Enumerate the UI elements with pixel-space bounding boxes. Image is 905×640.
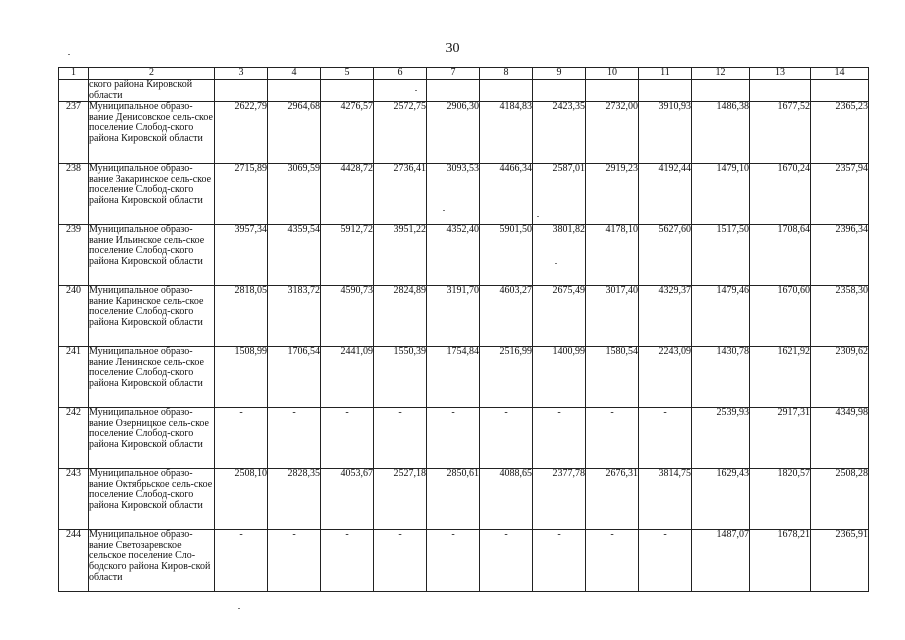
column-header-2: 2 bbox=[89, 68, 215, 80]
scan-speck bbox=[68, 54, 70, 55]
value-cell-col-3: 1508,99 bbox=[215, 347, 268, 408]
column-header-9: 9 bbox=[533, 68, 586, 80]
value-cell-col-11: 3814,75 bbox=[639, 469, 692, 530]
value-cell-col-13: 1820,57 bbox=[750, 469, 811, 530]
value-cell-col-13: 1621,92 bbox=[750, 347, 811, 408]
value-cell-col-3: 2818,05 bbox=[215, 286, 268, 347]
value-cell-col-7: 4352,40 bbox=[427, 225, 480, 286]
value-cell-col-8: 2516,99 bbox=[480, 347, 533, 408]
value-cell-col-4: 4359,54 bbox=[268, 225, 321, 286]
row-number: 242 bbox=[59, 408, 89, 469]
value-cell-col-12 bbox=[692, 80, 750, 102]
scan-speck bbox=[443, 210, 445, 211]
value-cell-col-12: 1487,07 bbox=[692, 530, 750, 592]
column-header-14: 14 bbox=[811, 68, 869, 80]
value-cell-col-11 bbox=[639, 80, 692, 102]
value-cell-col-9: - bbox=[533, 530, 586, 592]
value-cell-col-9: - bbox=[533, 408, 586, 469]
municipality-name: Муниципальное образо-вание Ленинское сель-ское поселение Слобод-ского района Кировской области bbox=[89, 347, 215, 408]
value-cell-col-13 bbox=[750, 80, 811, 102]
value-cell-col-4 bbox=[268, 80, 321, 102]
row-number: 238 bbox=[59, 164, 89, 225]
value-cell-col-5: - bbox=[321, 408, 374, 469]
value-cell-col-9: 2587,01 bbox=[533, 164, 586, 225]
value-cell-col-9: 2377,78 bbox=[533, 469, 586, 530]
value-cell-col-6: 3951,22 bbox=[374, 225, 427, 286]
value-cell-col-7: - bbox=[427, 530, 480, 592]
value-cell-col-5: 4428,72 bbox=[321, 164, 374, 225]
value-cell-col-12: 1479,10 bbox=[692, 164, 750, 225]
municipality-name: Муниципальное образо-вание Денисовское сель-ское поселение Слобод-ского района Кировской области bbox=[89, 102, 215, 164]
municipality-name: ского района Кировской области bbox=[89, 80, 215, 102]
row-number bbox=[59, 80, 89, 102]
value-cell-col-3: - bbox=[215, 408, 268, 469]
value-cell-col-7: 2906,30 bbox=[427, 102, 480, 164]
value-cell-col-9: 2675,49 bbox=[533, 286, 586, 347]
value-cell-col-9: 1400,99 bbox=[533, 347, 586, 408]
table-row bbox=[59, 530, 869, 592]
value-cell-col-10: - bbox=[586, 530, 639, 592]
table-body bbox=[59, 80, 869, 592]
value-cell-col-11: 4329,37 bbox=[639, 286, 692, 347]
value-cell-col-13: 1670,60 bbox=[750, 286, 811, 347]
value-cell-col-4: 3183,72 bbox=[268, 286, 321, 347]
column-header-6: 6 bbox=[374, 68, 427, 80]
table-row bbox=[59, 408, 869, 469]
table-row bbox=[59, 164, 869, 225]
value-cell-col-3: 2508,10 bbox=[215, 469, 268, 530]
value-cell-col-13: 1678,21 bbox=[750, 530, 811, 592]
value-cell-col-14: 2365,23 bbox=[811, 102, 869, 164]
row-number: 240 bbox=[59, 286, 89, 347]
value-cell-col-10: 4178,10 bbox=[586, 225, 639, 286]
value-cell-col-6: 1550,39 bbox=[374, 347, 427, 408]
data-table bbox=[58, 67, 869, 592]
scan-speck bbox=[238, 608, 240, 609]
row-number: 237 bbox=[59, 102, 89, 164]
page-number: 30 bbox=[445, 41, 460, 56]
table-row bbox=[59, 469, 869, 530]
value-cell-col-7: - bbox=[427, 408, 480, 469]
municipality-name: Муниципальное образо-вание Каринское сель-ское поселение Слобод-ского района Кировской области bbox=[89, 286, 215, 347]
value-cell-col-8: - bbox=[480, 408, 533, 469]
value-cell-col-10: 2919,23 bbox=[586, 164, 639, 225]
value-cell-col-4: 3069,59 bbox=[268, 164, 321, 225]
scan-speck bbox=[555, 263, 557, 264]
value-cell-col-4: 1706,54 bbox=[268, 347, 321, 408]
table-row bbox=[59, 80, 869, 102]
value-cell-col-11: 4192,44 bbox=[639, 164, 692, 225]
header-row bbox=[59, 68, 869, 80]
value-cell-col-10: 1580,54 bbox=[586, 347, 639, 408]
value-cell-col-14: 2357,94 bbox=[811, 164, 869, 225]
value-cell-col-9: 2423,35 bbox=[533, 102, 586, 164]
value-cell-col-11: - bbox=[639, 408, 692, 469]
value-cell-col-13: 1708,64 bbox=[750, 225, 811, 286]
value-cell-col-9 bbox=[533, 80, 586, 102]
scan-speck bbox=[415, 90, 417, 91]
value-cell-col-13: 1677,52 bbox=[750, 102, 811, 164]
value-cell-col-6: - bbox=[374, 408, 427, 469]
municipality-name: Муниципальное образо-вание Озерницкое сель-ское поселение Слобод-ского района Кировской области bbox=[89, 408, 215, 469]
value-cell-col-5: 4590,73 bbox=[321, 286, 374, 347]
value-cell-col-8: 4466,34 bbox=[480, 164, 533, 225]
row-number: 243 bbox=[59, 469, 89, 530]
value-cell-col-4: - bbox=[268, 408, 321, 469]
row-number: 244 bbox=[59, 530, 89, 592]
value-cell-col-7: 3191,70 bbox=[427, 286, 480, 347]
value-cell-col-12: 1479,46 bbox=[692, 286, 750, 347]
value-cell-col-3 bbox=[215, 80, 268, 102]
value-cell-col-8: 4088,65 bbox=[480, 469, 533, 530]
value-cell-col-4: 2828,35 bbox=[268, 469, 321, 530]
value-cell-col-14: 2508,28 bbox=[811, 469, 869, 530]
value-cell-col-8 bbox=[480, 80, 533, 102]
value-cell-col-3: - bbox=[215, 530, 268, 592]
value-cell-col-11: - bbox=[639, 530, 692, 592]
column-header-13: 13 bbox=[750, 68, 811, 80]
value-cell-col-14: 2396,34 bbox=[811, 225, 869, 286]
value-cell-col-14: 4349,98 bbox=[811, 408, 869, 469]
value-cell-col-12: 1486,38 bbox=[692, 102, 750, 164]
value-cell-col-10 bbox=[586, 80, 639, 102]
value-cell-col-10: - bbox=[586, 408, 639, 469]
value-cell-col-3: 2622,79 bbox=[215, 102, 268, 164]
column-header-4: 4 bbox=[268, 68, 321, 80]
column-header-11: 11 bbox=[639, 68, 692, 80]
value-cell-col-5: - bbox=[321, 530, 374, 592]
scan-speck bbox=[537, 216, 539, 217]
value-cell-col-10: 2732,00 bbox=[586, 102, 639, 164]
value-cell-col-14: 2365,91 bbox=[811, 530, 869, 592]
value-cell-col-7 bbox=[427, 80, 480, 102]
municipality-name: Муниципальное образо-вание Ильинское сель-ское поселение Слобод-ского района Кировской области bbox=[89, 225, 215, 286]
value-cell-col-5: 4276,57 bbox=[321, 102, 374, 164]
column-header-3: 3 bbox=[215, 68, 268, 80]
value-cell-col-5: 4053,67 bbox=[321, 469, 374, 530]
value-cell-col-8: 5901,50 bbox=[480, 225, 533, 286]
value-cell-col-9: 3801,82 bbox=[533, 225, 586, 286]
column-header-12: 12 bbox=[692, 68, 750, 80]
value-cell-col-4: 2964,68 bbox=[268, 102, 321, 164]
municipality-name: Муниципальное образо-вание Октябрьское сель-ское поселение Слобод-ского района Кировской области bbox=[89, 469, 215, 530]
value-cell-col-6: 2572,75 bbox=[374, 102, 427, 164]
value-cell-col-8: 4184,83 bbox=[480, 102, 533, 164]
row-number: 239 bbox=[59, 225, 89, 286]
column-header-5: 5 bbox=[321, 68, 374, 80]
value-cell-col-5 bbox=[321, 80, 374, 102]
column-header-10: 10 bbox=[586, 68, 639, 80]
value-cell-col-12: 1430,78 bbox=[692, 347, 750, 408]
municipality-name: Муниципальное образо-вание Закаринское сель-ское поселение Слобод-ского района Кировской области bbox=[89, 164, 215, 225]
value-cell-col-14: 2309,62 bbox=[811, 347, 869, 408]
value-cell-col-6: 2736,41 bbox=[374, 164, 427, 225]
value-cell-col-11: 2243,09 bbox=[639, 347, 692, 408]
value-cell-col-5: 2441,09 bbox=[321, 347, 374, 408]
value-cell-col-11: 5627,60 bbox=[639, 225, 692, 286]
value-cell-col-8: 4603,27 bbox=[480, 286, 533, 347]
municipality-name: Муниципальное образо-вание Светозаревское сельское поселение Сло-бодского района Киров-ской области bbox=[89, 530, 215, 592]
value-cell-col-8: - bbox=[480, 530, 533, 592]
column-header-8: 8 bbox=[480, 68, 533, 80]
value-cell-col-4: - bbox=[268, 530, 321, 592]
value-cell-col-7: 2850,61 bbox=[427, 469, 480, 530]
value-cell-col-7: 3093,53 bbox=[427, 164, 480, 225]
value-cell-col-3: 3957,34 bbox=[215, 225, 268, 286]
column-header-1: 1 bbox=[59, 68, 89, 80]
value-cell-col-5: 5912,72 bbox=[321, 225, 374, 286]
value-cell-col-6: 2824,89 bbox=[374, 286, 427, 347]
table-row bbox=[59, 286, 869, 347]
table-row bbox=[59, 225, 869, 286]
table-row bbox=[59, 102, 869, 164]
value-cell-col-12: 1517,50 bbox=[692, 225, 750, 286]
value-cell-col-11: 3910,93 bbox=[639, 102, 692, 164]
value-cell-col-13: 1670,24 bbox=[750, 164, 811, 225]
value-cell-col-14 bbox=[811, 80, 869, 102]
value-cell-col-3: 2715,89 bbox=[215, 164, 268, 225]
column-header-7: 7 bbox=[427, 68, 480, 80]
table-row bbox=[59, 347, 869, 408]
value-cell-col-12: 1629,43 bbox=[692, 469, 750, 530]
row-number: 241 bbox=[59, 347, 89, 408]
value-cell-col-10: 2676,31 bbox=[586, 469, 639, 530]
value-cell-col-6: 2527,18 bbox=[374, 469, 427, 530]
value-cell-col-10: 3017,40 bbox=[586, 286, 639, 347]
value-cell-col-7: 1754,84 bbox=[427, 347, 480, 408]
value-cell-col-6 bbox=[374, 80, 427, 102]
value-cell-col-13: 2917,31 bbox=[750, 408, 811, 469]
value-cell-col-14: 2358,30 bbox=[811, 286, 869, 347]
value-cell-col-12: 2539,93 bbox=[692, 408, 750, 469]
value-cell-col-6: - bbox=[374, 530, 427, 592]
